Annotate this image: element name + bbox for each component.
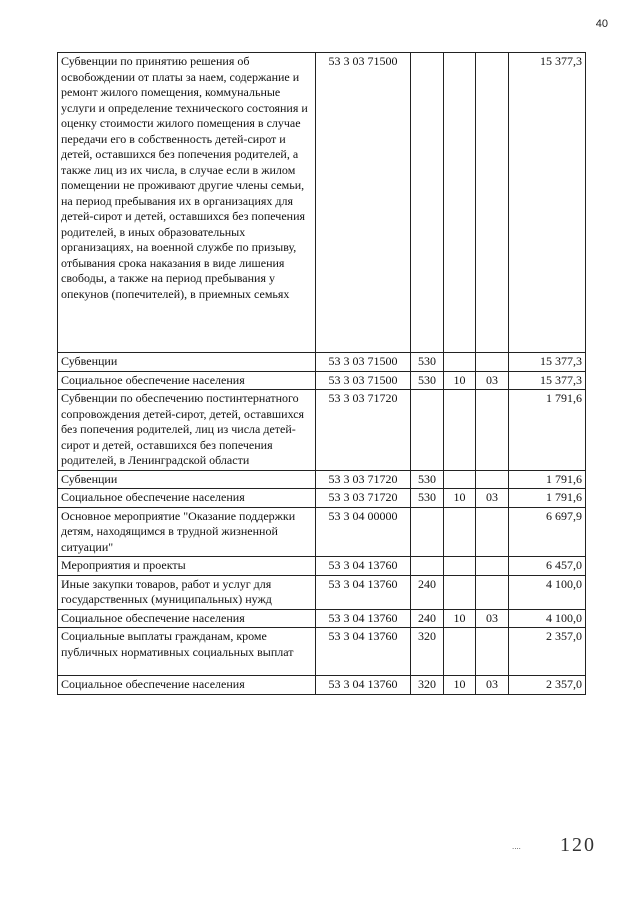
- row-vr: 320: [411, 676, 444, 695]
- row-vr: [411, 557, 444, 576]
- row-pr: 03: [476, 371, 509, 390]
- row-name: Субвенции: [58, 353, 316, 372]
- row-rz: 10: [444, 609, 476, 628]
- row-rz: 10: [444, 676, 476, 695]
- table-row: [58, 676, 586, 695]
- row-sum: 1 791,6: [509, 489, 586, 508]
- row-sum: 15 377,3: [509, 53, 586, 353]
- row-pr: 03: [476, 489, 509, 508]
- row-vr: 530: [411, 489, 444, 508]
- row-vr: 530: [411, 353, 444, 372]
- row-sum: 4 100,0: [509, 609, 586, 628]
- row-rz: [444, 470, 476, 489]
- row-vr: 320: [411, 628, 444, 676]
- row-vr: 530: [411, 371, 444, 390]
- row-name: Основное мероприятие "Оказание поддержки детям, находящимся в трудной жизненной ситуации": [58, 507, 316, 557]
- signature-mark: ....: [512, 842, 521, 851]
- row-vr: 530: [411, 470, 444, 489]
- row-pr: 03: [476, 609, 509, 628]
- row-sum: 1 791,6: [509, 390, 586, 471]
- table-row: [58, 353, 586, 372]
- row-pr: [476, 507, 509, 557]
- row-code: 53 3 04 13760: [316, 676, 411, 695]
- row-sum: 4 100,0: [509, 575, 586, 609]
- row-name: Социальное обеспечение населения: [58, 371, 316, 390]
- row-code: 53 3 04 13760: [316, 609, 411, 628]
- row-rz: [444, 628, 476, 676]
- row-name: Социальное обеспечение населения: [58, 609, 316, 628]
- row-vr: 240: [411, 609, 444, 628]
- row-name: Мероприятия и проекты: [58, 557, 316, 576]
- row-sum: 6 697,9: [509, 507, 586, 557]
- row-code: 53 3 04 13760: [316, 575, 411, 609]
- table-row: [58, 371, 586, 390]
- row-vr: [411, 53, 444, 353]
- table-row: [58, 557, 586, 576]
- row-rz: 10: [444, 489, 476, 508]
- row-code: 53 3 03 71500: [316, 353, 411, 372]
- table-row: [58, 53, 586, 353]
- row-sum: 6 457,0: [509, 557, 586, 576]
- row-sum: 1 791,6: [509, 470, 586, 489]
- row-code: 53 3 03 71720: [316, 489, 411, 508]
- table-row: [58, 575, 586, 609]
- stamp-number: 120: [560, 834, 596, 856]
- row-code: 53 3 04 00000: [316, 507, 411, 557]
- table-row: [58, 507, 586, 557]
- row-name: Субвенции по принятию решения об освобождении от платы за наем, содержание и ремонт жилого помещения, коммунальные услуги и определение технического состояния и оценку стоимости жилого помещения в случае передачи его в собственность детей-сирот и детей, оставшихся без попечения родителей, а также лиц из их числа, в случае если в жилом помещении не проживают другие члены семьи, на период пребывания их в организациях для детей-сирот и детей, оставшихся без попечения родителей, в иных образовательных организациях, на военной службе по призыву, отбывания срока наказания в виде лишения свободы, а также на период пребывания у опекунов (попечителей), в приемных семьях: [58, 53, 316, 353]
- row-pr: [476, 575, 509, 609]
- row-pr: [476, 557, 509, 576]
- row-code: 53 3 03 71500: [316, 371, 411, 390]
- row-name: Социальное обеспечение населения: [58, 676, 316, 695]
- row-code: 53 3 04 13760: [316, 628, 411, 676]
- table-row: [58, 628, 586, 676]
- page-number: 40: [595, 18, 608, 30]
- row-vr: 240: [411, 575, 444, 609]
- row-rz: [444, 507, 476, 557]
- table-row: [58, 390, 586, 471]
- row-sum: 15 377,3: [509, 353, 586, 372]
- row-sum: 2 357,0: [509, 676, 586, 695]
- row-pr: [476, 53, 509, 353]
- row-rz: [444, 575, 476, 609]
- row-rz: [444, 557, 476, 576]
- budget-table: [57, 52, 586, 695]
- row-pr: [476, 353, 509, 372]
- row-name: Иные закупки товаров, работ и услуг для государственных (муниципальных) нужд: [58, 575, 316, 609]
- row-vr: [411, 390, 444, 471]
- row-name: Социальное обеспечение населения: [58, 489, 316, 508]
- row-code: 53 3 03 71720: [316, 470, 411, 489]
- row-pr: [476, 628, 509, 676]
- row-code: 53 3 03 71500: [316, 53, 411, 353]
- row-sum: 2 357,0: [509, 628, 586, 676]
- row-code: 53 3 04 13760: [316, 557, 411, 576]
- row-rz: [444, 53, 476, 353]
- row-name: Социальные выплаты гражданам, кроме публичных нормативных социальных выплат: [58, 628, 316, 676]
- table-row: [58, 470, 586, 489]
- row-rz: [444, 390, 476, 471]
- table-row: [58, 489, 586, 508]
- row-name: Субвенции: [58, 470, 316, 489]
- row-sum: 15 377,3: [509, 371, 586, 390]
- row-rz: [444, 353, 476, 372]
- row-pr: [476, 470, 509, 489]
- row-name: Субвенции по обеспечению постинтернатного сопровождения детей-сирот, детей, оставшихся без попечения родителей, лиц из числа детей-сирот и детей, оставшихся без попечения родителей, в Ленинградской области: [58, 390, 316, 471]
- table-row: [58, 609, 586, 628]
- row-pr: [476, 390, 509, 471]
- row-pr: 03: [476, 676, 509, 695]
- row-vr: [411, 507, 444, 557]
- row-code: 53 3 03 71720: [316, 390, 411, 471]
- row-rz: 10: [444, 371, 476, 390]
